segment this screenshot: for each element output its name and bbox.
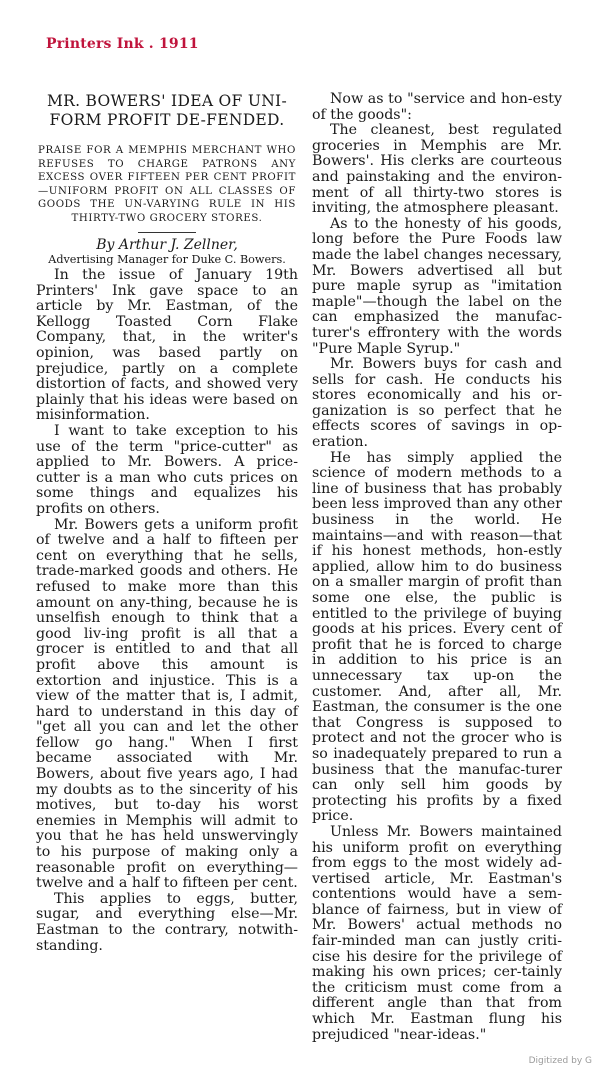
byline-title: Advertising Manager for Duke C. Bowers. bbox=[48, 252, 286, 266]
article-byline: By Arthur J. Zellner, bbox=[96, 236, 238, 253]
article-title: MR. BOWERS' IDEA OF UNI-FORM PROFIT DE-FENDED. bbox=[46, 92, 288, 129]
article-paragraph: Mr. Bowers gets a uniform profit of twelve and a half to fifteen per cent on everything that he sells, trade-marked goods and others. He refused to make more than this amount on any-thing, because he is unselfish enough to think that a good liv-ing profit is all that a grocer is entitled to and that all profit above this amount is extortion and injustice. This is a view of the matter that is, I admit, hard to understand in this day of "get all you can and let the other fellow go hang." When I first became associated with Mr. Bowers, about five years ago, I had my doubts as to the sincerity of his motives, but to-day his worst enemies in Memphis will admit to you that he has held unswervingly to his purpose of making only a reasonable profit on everything—twelve and a half to fifteen per cent. bbox=[36, 516, 298, 892]
article-paragraph: I want to take exception to his use of the term "price-cutter" as applied to Mr. Bowers. A price-cutter is a man who cuts prices on some things and equalizes his profits on others. bbox=[36, 423, 298, 517]
article-paragraph: In the issue of January 19th Printers' Ink gave space to an article by Mr. Eastman, of the Kellogg Toasted Corn Flake Company, that, in the writer's opinion, was based partly on prejudice, partly on a complete distortion of facts, and showed very plainly that his ideas were based on misinformation. bbox=[36, 267, 298, 424]
article-paragraph: Now as to "service and hon-esty of the goods": bbox=[312, 91, 562, 123]
article-paragraph: Mr. Bowers buys for cash and sells for cash. He conducts his stores economically and his or-ganization is so perfect that he effects scores of savings in op-eration. bbox=[312, 356, 562, 451]
article-deck: PRAISE FOR A MEMPHIS MERCHANT WHO REFUSES TO CHARGE PATRONS ANY EXCESS OVER FIFTEEN PER CENT PROFIT—UNIFORM PROFIT ON ALL CLASSES OF GOODS THE UN-VARYING RULE IN HIS THIRTY-TWO GROCERY STORES. bbox=[38, 145, 296, 224]
article-paragraph: This applies to eggs, butter, sugar, and everything else—Mr. Eastman to the contrary, notwith-standing. bbox=[36, 890, 298, 954]
article-paragraph: Unless Mr. Bowers maintained his uniform profit on everything from eggs to the most widely ad-vertised article, Mr. Eastman's contentions would have a sem-blance of fairness, but in view of Mr. Bowers' actual methods no fair-minded man can justly criti-cise his desire for the privilege of making his own prices; cer-tainly the criticism must come from a different angle than that from which Mr. Eastman flung his prejudiced "near-ideas." bbox=[312, 823, 562, 1043]
deck-divider bbox=[138, 232, 196, 233]
source-label: Printers Ink . 1911 bbox=[46, 36, 199, 52]
article-left-column bbox=[36, 92, 298, 954]
article-paragraph: As to the honesty of his goods, long before the Pure Foods law made the label changes necessary, Mr. Bowers advertised all but pure maple syrup as "imitation maple"—though the label on the can emphasized the manufac-turer's effrontery with the words "Pure Maple Syrup." bbox=[312, 215, 562, 357]
article-paragraph: He has simply applied the science of modern methods to a line of business that has probably been less improved than any other business in the world. He maintains—and with reason—that if his honest methods, hon-estly applied, allow him to do business on a smaller margin of profit than some one else, the public is entitled to the privilege of buying goods at his prices. Every cent of profit that he is forced to charge in addition to his price is an unnecessary tax up-on the customer. And, after all, Mr. Eastman, the consumer is the one that Congress is supposed to protect and not the grocer who is so inadequately prepared to run a business that the manufac-turer can only sell him goods by protecting his profits by a fixed price. bbox=[312, 449, 562, 825]
article-paragraph: The cleanest, best regulated groceries in Memphis are Mr. Bowers'. His clerks are courteous and painstaking and the environ-ment of all thirty-two stores is inviting, the atmosphere pleasant. bbox=[312, 122, 562, 217]
digitized-watermark: Digitized by G bbox=[528, 1056, 592, 1066]
article-right-column bbox=[312, 92, 562, 1043]
